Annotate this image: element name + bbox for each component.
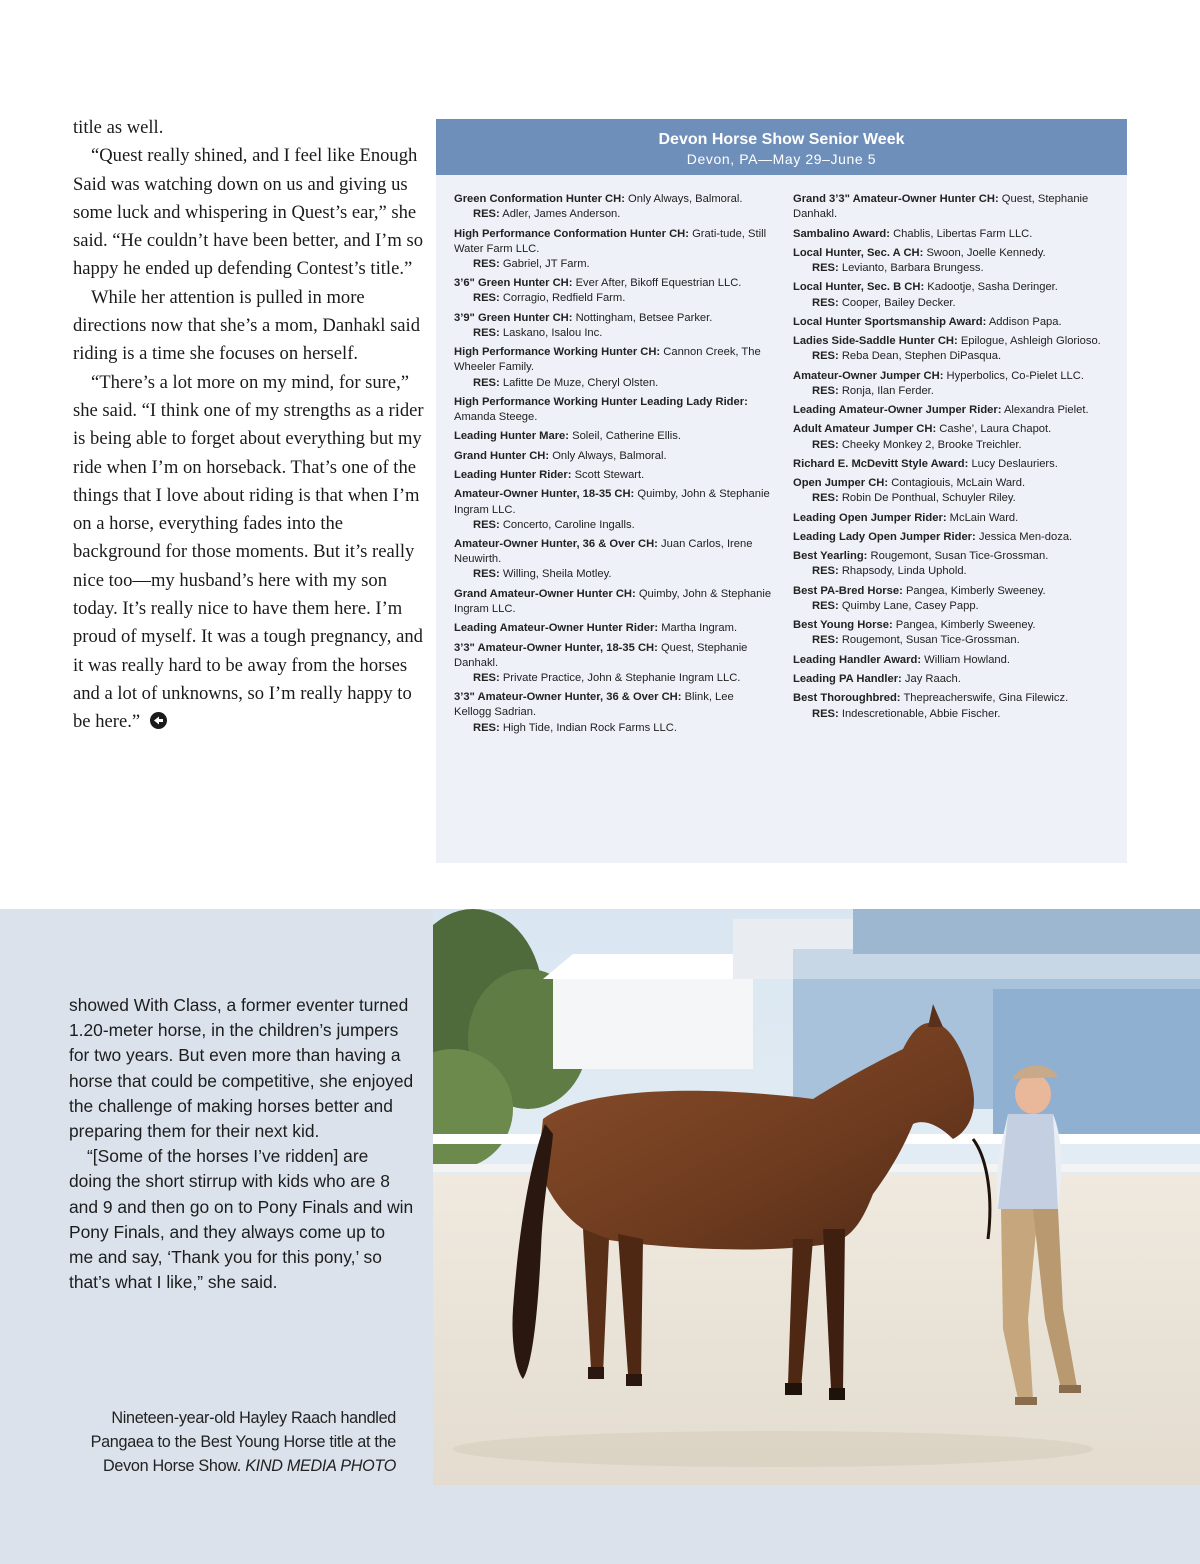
result-text: Chablis, Libertas Farm LLC. [893,227,1033,240]
result-entry [454,537,772,583]
reserve-text: High Tide, Indian Rock Farms LLC. [502,721,677,734]
result-label: Green Conformation Hunter CH: [454,193,625,205]
story-paragraph: title as well. [73,117,164,138]
results-subtitle: Devon, PA—May 29–June 5 [686,151,877,167]
result-entry [793,549,1111,579]
result-entry [793,457,1111,472]
story-paragraph-text: “There’s a lot more on my mind, for sure,” she said. “I think one of my strengths as a rider is being able to forget about everything but my ride when I’m on horseback. That’s one of the things that I love about riding is that when I’m on a horse, everything fades into the background for those moments. But it’s really nice too—my husband’s here with my son today. It’s really nice to have them here. I’m proud of myself. It was a tough pregnancy, and it was really hard to be away from the horses and a lot of unknowns, so I’m really happy to be here.” [73,371,424,733]
result-label: Leading Hunter Rider: [454,469,572,481]
result-text: Epilogue, Ashleigh Glorioso. [960,335,1101,348]
photo-caption [60,1406,396,1478]
reserve-line [793,438,1111,453]
result-label: Adult Amateur Jumper CH: [793,423,937,436]
results-box [436,119,1127,863]
reserve-line [454,518,772,533]
result-label: Leading Open Jumper Rider: [793,511,947,524]
result-text: Only Always, Balmoral. [552,449,667,462]
reserve-line [793,633,1111,648]
result-label: Best Yearling: [793,550,868,563]
reserve-text: Adler, James Anderson. [502,208,621,221]
reserve-label: RES: [473,671,500,684]
reserve-line [793,296,1111,311]
story-paragraph: “[Some of the horses I’ve ridden] are doing the short stirrup with kids who are 8 and 9 and then go on to Pony Finals and win Pony Finals, and they always come up to me and say, ‘Thank you for this pony,’ so that’s what I like,” she said. [69,1146,414,1293]
reserve-text: Ronja, Ilan Ferder. [841,384,934,397]
result-label: Grand Amateur-Owner Hunter CH: [454,587,636,600]
result-label: 3’9" Green Hunter CH: [454,311,573,324]
result-text: Cashe’, Laura Chapot. [939,423,1052,436]
results-column-left [454,192,772,740]
result-label: High Performance Conformation Hunter CH: [454,227,689,240]
result-text: Addison Papa. [988,315,1062,328]
end-of-story-icon [150,712,167,729]
result-entry [454,276,772,306]
result-text: Lucy Deslauriers. [971,457,1058,470]
result-label: Grand Hunter CH: [454,449,550,462]
result-text: Only Always, Balmoral. [628,193,743,205]
reserve-text: Corragio, Redfield Farm. [502,292,626,305]
result-text: Jay Raach. [904,673,961,686]
result-text: Quimby, John & Stephanie Ingram LLC. [454,488,770,516]
result-entry [793,369,1111,399]
result-text: Thepreacherswife, Gina Filewicz. [903,692,1069,705]
result-text: Rougemont, Susan Tice-Grossman. [870,550,1049,563]
photo-illustration [433,909,1200,1485]
story-paragraph: showed With Class, a former eventer turned 1.20-meter horse, in the children’s jumpers for two years. But even more than having a horse that could be competitive, she enjoyed the challenge of making horses better and preparing them for their next kid. [69,995,414,1142]
result-label: Amateur-Owner Jumper CH: [793,369,944,382]
reserve-label: RES: [473,257,500,270]
result-entry [454,227,772,273]
result-entry [793,227,1111,242]
result-entry [454,487,772,533]
result-label: Local Hunter, Sec. B CH: [793,281,925,294]
result-label: Amateur-Owner Hunter, 36 & Over CH: [454,538,658,550]
reserve-line [793,599,1111,614]
result-entry [793,511,1111,526]
result-text: Juan Carlos, Irene Neuwirth. [454,538,753,566]
result-entry [454,587,772,617]
result-entry [454,395,772,425]
reserve-text: Robin De Ponthual, Schuyler Riley. [841,492,1016,505]
result-text: Swoon, Joelle Kennedy. [926,246,1046,259]
reserve-text: Reba Dean, Stephen DiPasqua. [841,350,1002,363]
result-entry [793,403,1111,418]
result-label: Open Jumper CH: [793,477,889,490]
reserve-text: Private Practice, John & Stephanie Ingram LLC. [502,671,741,684]
result-entry [454,192,772,222]
reserve-line [454,376,772,391]
result-text: Martha Ingram. [661,622,738,635]
result-entry [793,672,1111,687]
result-text: McLain Ward. [949,511,1019,524]
reserve-label: RES: [473,568,500,581]
result-label: Leading Amateur-Owner Hunter Rider: [454,622,659,635]
result-text: Cannon Creek, The Wheeler Family. [454,346,761,374]
reserve-line [793,707,1111,722]
reserve-label: RES: [812,384,839,397]
reserve-line [793,491,1111,506]
reserve-text: Gabriel, JT Farm. [502,257,590,270]
reserve-text: Indescretionable, Abbie Fischer. [841,707,1001,720]
reserve-line [454,326,772,341]
reserve-line [454,257,772,272]
reserve-label: RES: [473,208,500,221]
result-entry [454,311,772,341]
results-header [436,119,1127,175]
result-entry [793,618,1111,648]
reserve-text: Concerto, Caroline Ingalls. [502,518,635,531]
reserve-label: RES: [473,292,500,305]
result-label: Leading PA Handler: [793,673,902,686]
result-entry [793,584,1111,614]
story-column [73,114,428,737]
results-title: Devon Horse Show Senior Week [658,131,905,148]
reserve-label: RES: [812,262,839,274]
caption-text: Nineteen-year-old Hayley Raach handled Pangaea to the Best Young Horse title at the Devon Horse Show. [90,1409,396,1475]
reserve-label: RES: [812,565,839,578]
result-entry [793,192,1111,222]
result-text: Nottingham, Betsee Parker. [575,311,713,324]
result-entry [454,690,772,736]
result-label: Leading Hunter Mare: [454,430,569,443]
reserve-text: Cooper, Bailey Decker. [841,296,956,309]
result-entry [793,246,1111,276]
result-text: Blink, Lee Kellogg Sadrian. [454,691,734,719]
result-text: Soleil, Catherine Ellis. [572,430,681,443]
reserve-line [454,721,772,736]
result-label: Leading Handler Award: [793,653,922,666]
reserve-line [454,207,772,222]
result-entry [793,530,1111,545]
reserve-label: RES: [812,599,839,612]
result-entry [454,641,772,687]
result-label: 3’3" Amateur-Owner Hunter, 36 & Over CH: [454,691,682,704]
story-paragraph [73,369,428,737]
result-label: Richard E. McDevitt Style Award: [793,457,969,470]
reserve-text: Rougemont, Susan Tice-Grossman. [841,634,1020,647]
result-text: Grati-tude, Still Water Farm LLC. [454,227,767,255]
story-paragraph: While her attention is pulled in more directions now that she’s a mom, Danhakl said riding is a time she focuses on herself. [73,286,421,365]
reserve-line [454,567,772,582]
result-text: Hyperbolics, Co-Pielet LLC. [946,369,1084,382]
reserve-line [793,349,1111,364]
result-entry [454,345,772,391]
result-entry [454,621,772,636]
result-text: Quimby, John & Stephanie Ingram LLC. [454,587,772,615]
reserve-text: Willing, Sheila Motley. [502,568,612,581]
result-text: Amanda Steege. [454,411,538,424]
result-entry [793,280,1111,310]
result-text: William Howland. [924,653,1010,666]
photo-credit: KIND MEDIA PHOTO [245,1457,396,1475]
result-entry [454,429,772,444]
reserve-label: RES: [473,518,500,531]
result-label: Best Thoroughbred: [793,692,901,705]
result-label: Best Young Horse: [793,619,893,632]
reserve-text: Lafitte De Muze, Cheryl Olsten. [502,376,659,389]
reserve-label: RES: [812,634,839,647]
lower-story-column [69,993,414,1295]
reserve-label: RES: [812,350,839,363]
reserve-line [793,261,1111,276]
reserve-label: RES: [812,492,839,505]
reserve-line [454,671,772,686]
reserve-line [793,564,1111,579]
result-entry [793,422,1111,452]
story-paragraph: “Quest really shined, and I feel like Enough Said was watching down on us and giving us some luck and whispering in Quest’s ear,” she said. “He couldn’t have been better, and I’m so happy he ended up defending Contest’s title.” [73,145,424,280]
reserve-line [454,291,772,306]
result-text: Jessica Men-doza. [978,530,1073,543]
result-text: Kadootje, Sasha Deringer. [927,281,1058,294]
reserve-label: RES: [812,296,839,309]
reserve-text: Quimby Lane, Casey Papp. [841,599,979,612]
result-text: Pangea, Kimberly Sweeney. [895,619,1036,632]
result-label: Local Hunter, Sec. A CH: [793,246,924,259]
result-entry [793,334,1111,364]
result-text: Ever After, Bikoff Equestrian LLC. [575,277,742,290]
result-label: Amateur-Owner Hunter, 18-35 CH: [454,488,635,501]
reserve-text: Rhapsody, Linda Uphold. [841,565,967,578]
result-label: Local Hunter Sportsmanship Award: [793,315,987,328]
result-entry [793,653,1111,668]
result-label: High Performance Working Hunter CH: [454,346,661,359]
result-label: 3’6" Green Hunter CH: [454,277,573,290]
result-text: Contagiouis, McLain Ward. [891,477,1026,490]
result-text: Pangea, Kimberly Sweeney. [905,584,1046,597]
horse-handler-photo [433,909,1200,1485]
result-entry [793,476,1111,506]
result-label: Ladies Side-Saddle Hunter CH: [793,335,958,348]
reserve-label: RES: [473,326,500,339]
result-entry [454,468,772,483]
reserve-text: Cheeky Monkey 2, Brooke Treichler. [841,438,1022,451]
reserve-label: RES: [473,376,500,389]
result-label: Leading Lady Open Jumper Rider: [793,530,976,543]
result-label: Leading Amateur-Owner Jumper Rider: [793,404,1002,417]
result-label: Grand 3’3" Amateur-Owner Hunter CH: [793,193,999,205]
result-text: Scott Stewart. [574,469,645,481]
reserve-text: Levianto, Barbara Brungess. [841,262,984,274]
reserve-label: RES: [473,721,500,734]
reserve-label: RES: [812,438,839,451]
reserve-line [793,384,1111,399]
result-text: Alexandra Pielet. [1003,404,1089,417]
result-label: High Performance Working Hunter Leading Lady Rider: [454,395,748,408]
result-label: Best PA-Bred Horse: [793,584,903,597]
result-text: Quest, Stephanie Danhakl. [454,641,748,669]
reserve-label: RES: [812,707,839,720]
result-entry [793,691,1111,721]
reserve-text: Laskano, Isalou Inc. [502,326,603,339]
result-label: 3’3" Amateur-Owner Hunter, 18-35 CH: [454,641,658,654]
results-column-right [793,192,1111,726]
result-label: Sambalino Award: [793,227,890,240]
result-entry [793,315,1111,330]
result-text: Quest, Stephanie Danhakl. [793,193,1089,221]
result-entry [454,449,772,464]
